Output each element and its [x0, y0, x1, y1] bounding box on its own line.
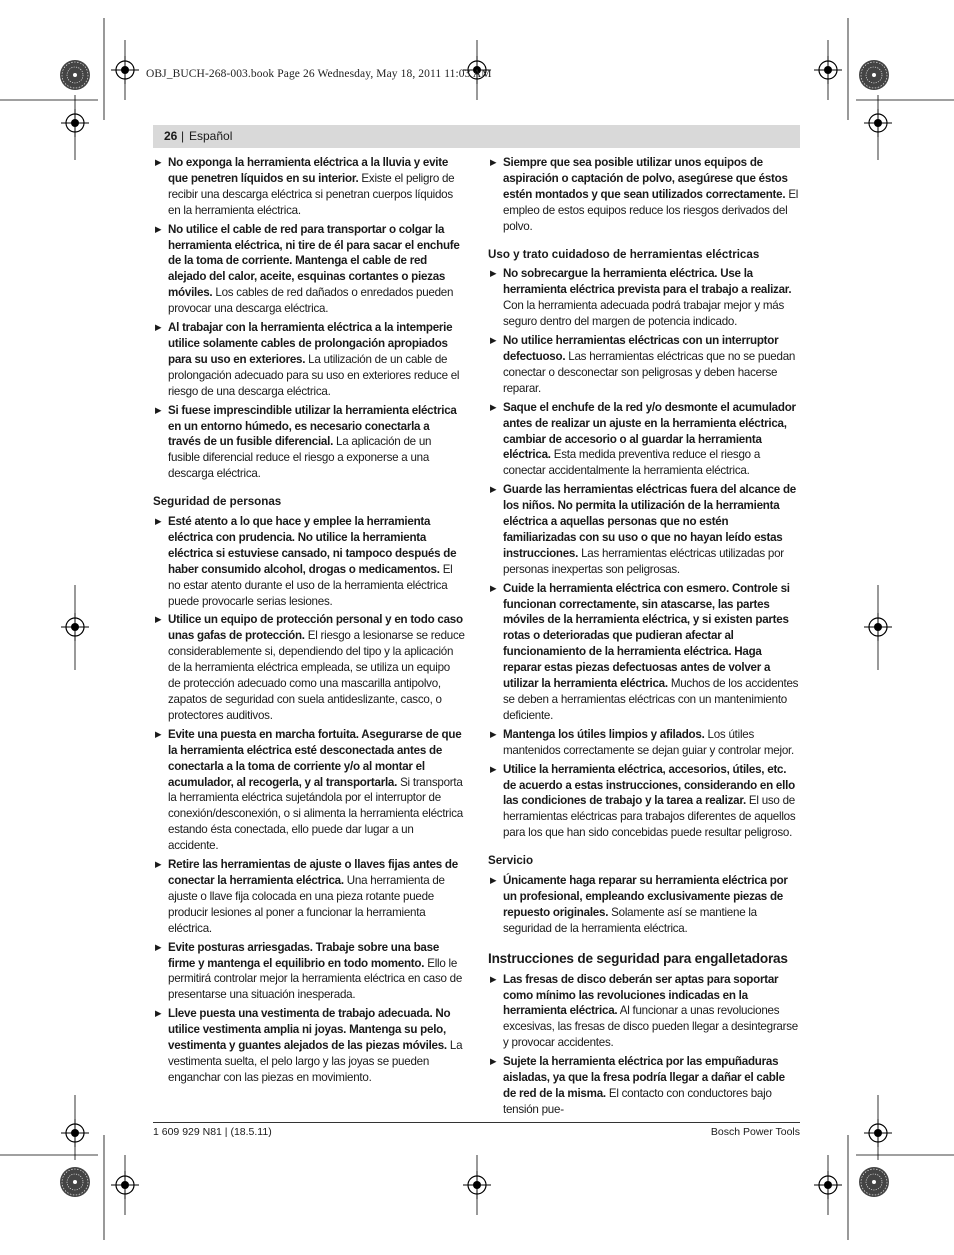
section-title: Instrucciones de seguridad para engalletadoras	[488, 950, 788, 966]
safety-item: ▶ Lleve puesta una vestimenta de trabajo adecuada. No utilice vestimenta amplia ni joyas. Mantenga su pelo, vestimenta y guantes alejados de las piezas móviles. La vestimenta suelta, el pelo largo y las joyas se pueden enganchar con las piezas en movimiento.	[153, 1006, 465, 1086]
safety-item: ▶ Si fuese imprescindible utilizar la herramienta eléctrica en un entorno húmedo, es necesario conectarla a través de un fusible diferencial. La aplicación de un fusible diferencial reduce el riesgo a exponerse a una descarga eléctrica.	[153, 403, 465, 483]
print-metadata: OBJ_BUCH-268-003.book Page 26 Wednesday, May 18, 2011 11:03 AM	[146, 68, 492, 80]
safety-item: ▶ Siempre que sea posible utilizar unos equipos de aspiración o captación de polvo, asegúrese que éstos estén montados y que sean utilizados correctamente. El empleo de estos equipos reduce los riesgos derivados del polvo.	[488, 155, 800, 235]
safety-item: ▶ Guarde las herramientas eléctricas fuera del alcance de los niños. No permita la utilización de la herramienta eléctrica a aquellas personas que no estén familiarizadas con su uso o que no hayan leído estas instrucciones. Las herramientas eléctricas utilizadas por personas inexpertas son peligrosas.	[488, 482, 800, 577]
safety-item: ▶ Utilice un equipo de protección personal y en todo caso unas gafas de protección. El riesgo a lesionarse se reduce considerablemente si, dependiendo del tipo y la aplicación de la herramienta eléctrica empleada, se utiliza un equipo de protección adecuado como una mascarilla antipolvo, zapatos de seguridad con suela antideslizante, casco, o protectores auditivos.	[153, 612, 465, 723]
right-column	[488, 155, 800, 1121]
safety-item: ▶ Cuide la herramienta eléctrica con esmero. Controle si funcionan correctamente, sin atascarse, las partes móviles de la herramienta eléctrica, y si existen partes rotas o deterioradas que pudieran afectar al funcionamiento de la herramienta eléctrica. Haga reparar estas piezas defectuosas antes de volver a utilizar la herramienta eléctrica. Muchos de los accidentes se deben a herramientas eléctricas con un mantenimiento deficiente.	[488, 581, 800, 724]
left-column	[153, 155, 465, 1089]
safety-item: ▶ Sujete la herramienta eléctrica por las empuñaduras aisladas, ya que la fresa podría llegar a dañar el cable de red de la misma. El contacto con conductores bajo tensión pue-	[488, 1054, 800, 1118]
safety-item: ▶ Esté atento a lo que hace y emplee la herramienta eléctrica con prudencia. No utilice la herramienta eléctrica si estuviese cansado, ni tampoco después de haber consumido alcohol, drogas o medicamentos. El no estar atento durante el uso de la herramienta eléctrica puede provocarle serias lesiones.	[153, 514, 465, 609]
safety-item: ▶ Mantenga los útiles limpios y afilados. Los útiles mantenidos correctamente se dejan guiar y controlar mejor.	[488, 727, 800, 759]
header-separator: |	[181, 129, 185, 143]
safety-item: ▶ No sobrecargue la herramienta eléctrica. Use la herramienta eléctrica prevista para el trabajo a realizar. Con la herramienta adecuada podrá trabajar mejor y más seguro dentro del margen de potencia indicado.	[488, 266, 800, 330]
footer-brand: Bosch Power Tools	[710, 1126, 800, 1138]
safety-item: ▶ Saque el enchufe de la red y/o desmonte el acumulador antes de realizar un ajuste en la herramienta eléctrica, cambiar de accesorio o al guardar la herramienta eléctrica. Esta medida preventiva reduce el riesgo a conectar accidentalmente la herramienta eléctrica.	[488, 400, 800, 480]
safety-item: ▶ No utilice el cable de red para transportar o colgar la herramienta eléctrica, ni tire de él para sacar el enchufe de la toma de corriente. Mantenga el cable de red alejado del calor, aceite, esquinas cortantes o piezas móviles. Los cables de red dañados o enredados pueden provocar una descarga eléctrica.	[153, 222, 465, 317]
safety-item: ▶ No exponga la herramienta eléctrica a la lluvia y evite que penetren líquidos en su interior. Existe el peligro de recibir una descarga eléctrica si penetran cuerpos líquidos en la herramienta eléctrica.	[153, 155, 465, 219]
header-language: Español	[189, 129, 233, 143]
safety-item: ▶ No utilice herramientas eléctricas con un interruptor defectuoso. Las herramientas eléctricas que no se puedan conectar o desconectar son peligrosas y deben hacerse reparar.	[488, 333, 800, 397]
safety-item: ▶ Evite una puesta en marcha fortuita. Asegurarse de que la herramienta eléctrica esté desconectada antes de conectarla a la toma de corriente y/o al montar el acumulador, al recogerla, y al transportarla. Si transporta la herramienta eléctrica sujetándola por el interruptor de conexión/desconexión, o si alimenta la herramienta eléctrica estando ésta conectada, ello puede dar lugar a un accidente.	[153, 727, 465, 854]
safety-item: ▶ Únicamente haga reparar su herramienta eléctrica por un profesional, empleando exclusivamente piezas de repuesto originales. Solamente así se mantiene la seguridad de la herramienta eléctrica.	[488, 873, 800, 937]
subheading-service: Servicio	[488, 854, 534, 868]
footer-doc-number: 1 609 929 N81 | (18.5.11)	[153, 1126, 272, 1138]
safety-item: ▶ Al trabajar con la herramienta eléctrica a la intemperie utilice solamente cables de prolongación apropiados para su uso en exteriores. La utilización de un cable de prolongación adecuado para su uso en exteriores reduce el riesgo de una descarga eléctrica.	[153, 320, 465, 400]
page-header	[153, 125, 800, 148]
safety-item: ▶ Utilice la herramienta eléctrica, accesorios, útiles, etc. de acuerdo a estas instrucciones, considerando en ello las condiciones de trabajo y la tarea a realizar. El uso de herramientas eléctricas para trabajos diferentes de aquellos para los que han sido concebidas puede resultar peligroso.	[488, 762, 800, 842]
safety-item: ▶ Evite posturas arriesgadas. Trabaje sobre una base firme y mantenga el equilibrio en todo momento. Ello le permitirá controlar mejor la herramienta eléctrica en caso de presentarse una situación inesperada.	[153, 940, 465, 1004]
subheading-personal-safety: Seguridad de personas	[153, 495, 282, 509]
page-number: 26	[164, 129, 178, 143]
footer-rule	[153, 1122, 800, 1123]
subheading-tool-use: Uso y trato cuidadoso de herramientas eléctricas	[488, 247, 760, 261]
safety-item: ▶ Las fresas de disco deberán ser aptas para soportar como mínimo las revoluciones indicadas en la herramienta eléctrica. Al funcionar a unas revoluciones excesivas, las fresas de disco pueden llegar a desintegrarse y provocar accidentes.	[488, 972, 800, 1052]
safety-item: ▶ Retire las herramientas de ajuste o llaves fijas antes de conectar la herramienta eléctrica. Una herramienta de ajuste o llave fija colocada en una pieza rotante puede producir lesiones al poner a funcionar la herramienta eléctrica.	[153, 857, 465, 937]
